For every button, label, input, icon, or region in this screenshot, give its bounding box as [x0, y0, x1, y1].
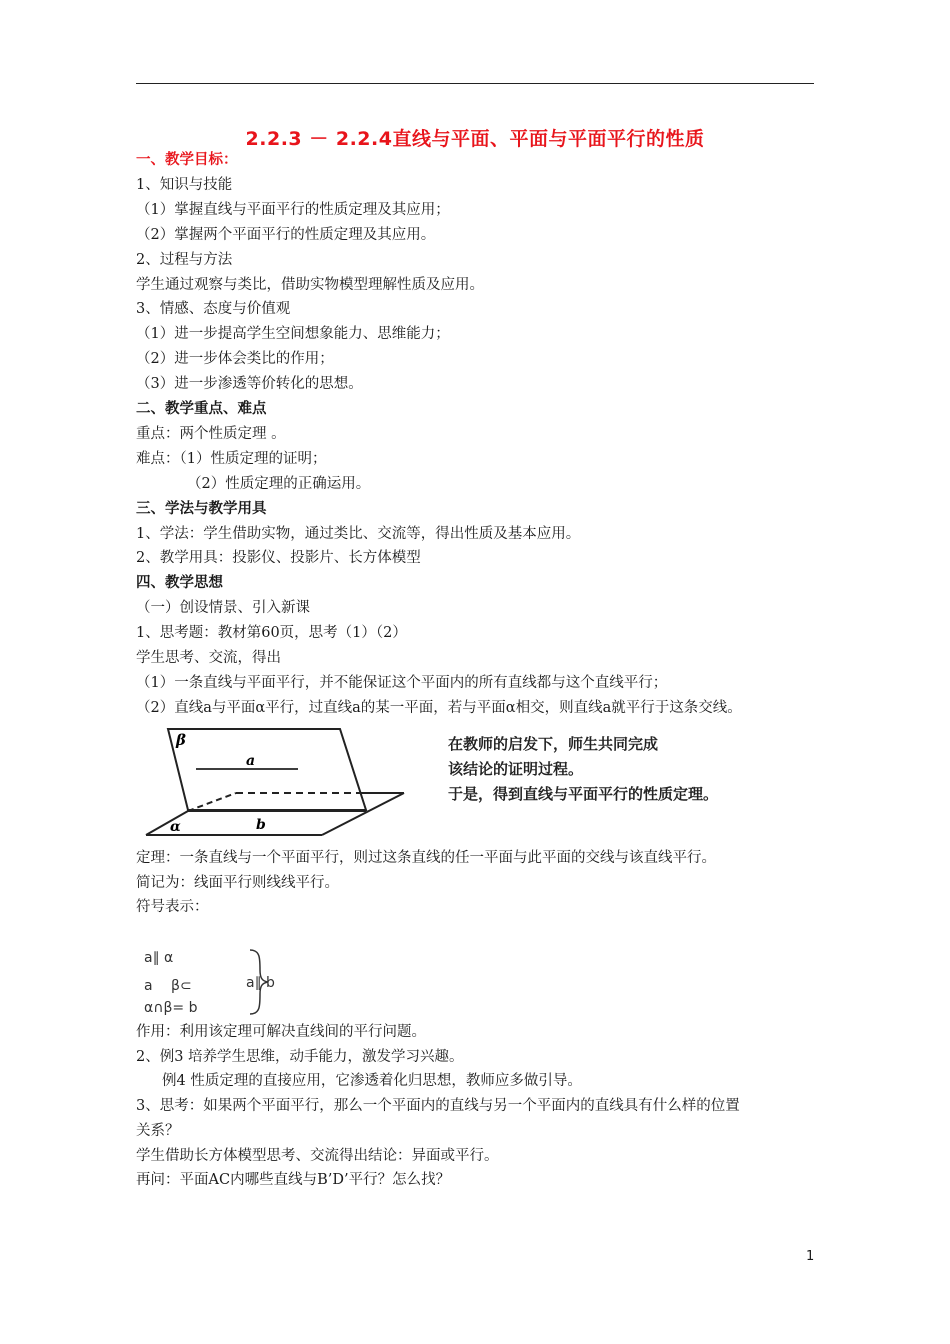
- symbol-row-1: a∥ α: [144, 950, 174, 966]
- symbol-row-3: α∩β= b: [144, 1000, 198, 1016]
- lines-line: （一）创设情景、引入新课: [136, 600, 310, 617]
- figure-caption-1: 在教师的启发下，师生共同完成: [448, 735, 659, 753]
- figure-caption-3: 于是，得到直线与平面平行的性质定理。: [448, 785, 719, 803]
- symbol-row-2: a β⊂: [144, 978, 192, 994]
- lines-line: 重点：两个性质定理 。: [136, 425, 286, 442]
- lines-line: 二、教学重点、难点: [136, 401, 267, 417]
- lines3-line: 再问：平面AC内哪些直线与B’D’平行？怎么找？: [136, 1172, 451, 1189]
- lines3-line: 2、例3 培养学生思维，动手能力，激发学习兴趣。: [136, 1048, 464, 1065]
- lines3-line: 3、思考：如果两个平面平行，那么一个平面内的直线与另一个平面内的直线具有什么样的位置: [136, 1098, 740, 1115]
- figure-caption-2: 该结论的证明过程。: [448, 760, 584, 778]
- lines3-line: 学生借助长方体模型思考、交流得出结论：异面或平行。: [136, 1147, 499, 1164]
- label-b: b: [256, 817, 266, 833]
- lines-line: 学生通过观察与类比，借助实物模型理解性质及应用。: [136, 276, 484, 293]
- lines2-line: 定理：一条直线与一个平面平行，则过这条直线的任一平面与此平面的交线与该直线平行。: [136, 850, 716, 866]
- lines-line: （1）掌握直线与平面平行的性质定理及其应用；: [136, 201, 450, 218]
- header-rule: [136, 83, 814, 84]
- lines3-line: 作用：利用该定理可解决直线间的平行问题。: [136, 1024, 426, 1040]
- lines-line: 1、知识与技能: [136, 176, 233, 193]
- lines-line: （1）进一步提高学生空间想象能力、思维能力；: [136, 326, 450, 343]
- lines-line: 学生思考、交流，得出: [136, 650, 281, 666]
- lines2-line: 符号表示：: [136, 899, 209, 916]
- page-title: 2.2.3 － 2.2.4直线与平面、平面与平面平行的性质: [245, 128, 705, 150]
- symbol-result: a∥ b: [246, 975, 275, 991]
- label-alpha: α: [170, 819, 181, 835]
- lines-line: 难点：（1）性质定理的证明；: [136, 450, 327, 467]
- lines-line: 2、过程与方法: [136, 251, 233, 268]
- lines-line: （3）进一步渗透等价转化的思想。: [136, 376, 363, 393]
- lines-line: 三、学法与教学用具: [136, 500, 267, 517]
- lines-line: 2、教学用具：投影仪、投影片、长方体模型: [136, 550, 421, 567]
- lines-line: 一、教学目标：: [136, 152, 238, 168]
- lines-line: 1、学法：学生借助实物，通过类比、交流等，得出性质及基本应用。: [136, 525, 581, 542]
- lines-line: 1、思考题：教材第60页，思考（1）（2）: [136, 625, 407, 642]
- label-beta: β: [176, 731, 186, 749]
- lines-line: （2）进一步体会类比的作用；: [136, 351, 334, 368]
- lines-line: 3、情感、态度与价值观: [136, 301, 291, 318]
- lines2-line: 简记为：线面平行则线线平行。: [136, 874, 339, 891]
- planes-figure: [140, 725, 412, 841]
- lines-line: （1）一条直线与平面平行，并不能保证这个平面内的所有直线都与这个直线平行；: [136, 674, 668, 691]
- planes-diagram: [140, 725, 412, 841]
- lines3-line: 关系？: [136, 1122, 180, 1139]
- lines-line: （2）性质定理的正确运用。: [187, 475, 371, 492]
- label-a: a: [246, 753, 256, 769]
- lines3-line: 例4 性质定理的直接应用，它渗透着化归思想，教师应多做引导。: [162, 1073, 582, 1090]
- lines-line: （2）直线a与平面α平行，过直线a的某一平面，若与平面α相交，则直线a就平行于这条交线。: [136, 699, 742, 716]
- lines-line: 四、教学思想: [136, 575, 223, 592]
- page-number: 1: [806, 1249, 815, 1264]
- lines-line: （2）掌握两个平面平行的性质定理及其应用。: [136, 226, 436, 243]
